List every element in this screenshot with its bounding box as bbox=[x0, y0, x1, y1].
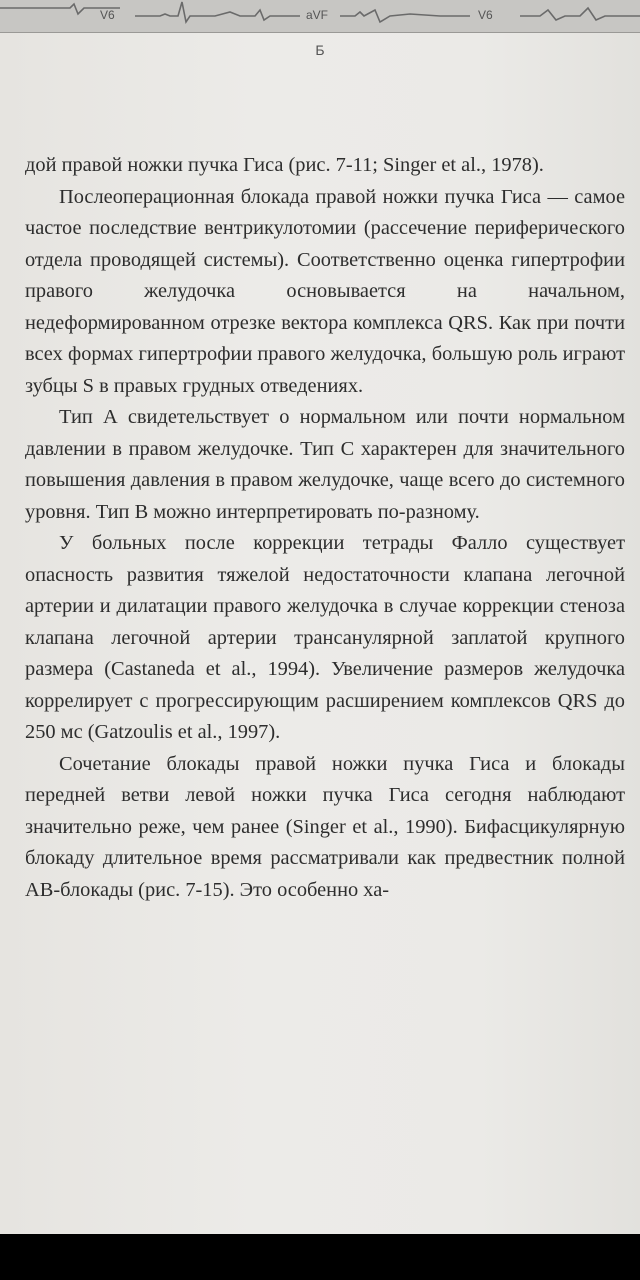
article-body bbox=[25, 150, 625, 906]
lead-label-v6-right: V6 bbox=[478, 8, 493, 22]
figure-panel-letter: Б bbox=[315, 42, 325, 58]
ecg-figure-strip bbox=[0, 0, 640, 33]
screen-bottom-bar bbox=[0, 1234, 640, 1280]
paragraph-continuation: дой правой ножки пучка Гиса (рис. 7-11; Singer et al., 1978). bbox=[25, 154, 544, 176]
paragraph: Тип А свидетельствует о нормальном или почти нормальном давлении в правом желудочке. Тип С характерен для значительного повышения давления в правом желудочке, чаще всего до системного уровня. Тип В можно интерпретировать по-разному. bbox=[25, 406, 625, 523]
paragraph: У больных после коррекции тетрады Фалло существует опасность развития тяжелой недостаточности клапана легочной артерии и дилатации правого желудочка в случае коррекции стеноза клапана легочной артерии трансанулярной заплатой крупного размера (Castaneda et al., 1994). Увеличение размеров желудочка коррелирует с прогрессирующим расширением комплексов QRS до 250 мс (Gatzoulis et al., 1997). bbox=[25, 532, 625, 743]
lead-label-avf: aVF bbox=[306, 8, 329, 22]
paragraph: Сочетание блокады правой ножки пучка Гиса и блокады передней ветви левой ножки пучка Гиса сегодня наблюдают значительно реже, чем ранее (Singer et al., 1990). Бифасцикулярную блокаду длительное время рассматривали как предвестник полной АВ-блокады (рис. 7-15). Это особенно ха- bbox=[25, 752, 625, 901]
lead-label-v6-left: V6 bbox=[100, 8, 115, 22]
paragraph: Послеоперационная блокада правой ножки пучка Гиса — самое частое последствие вентрикулотомии (рассечение периферического отдела проводящей системы). Соответственно оценка гипертрофии правого желудочка основывается на начальном, недеформированном отрезке вектора комплекса QRS. Как при почти всех формах гипертрофии правого желудочка, большую роль играют зубцы S в правых грудных отведениях. bbox=[25, 185, 625, 397]
